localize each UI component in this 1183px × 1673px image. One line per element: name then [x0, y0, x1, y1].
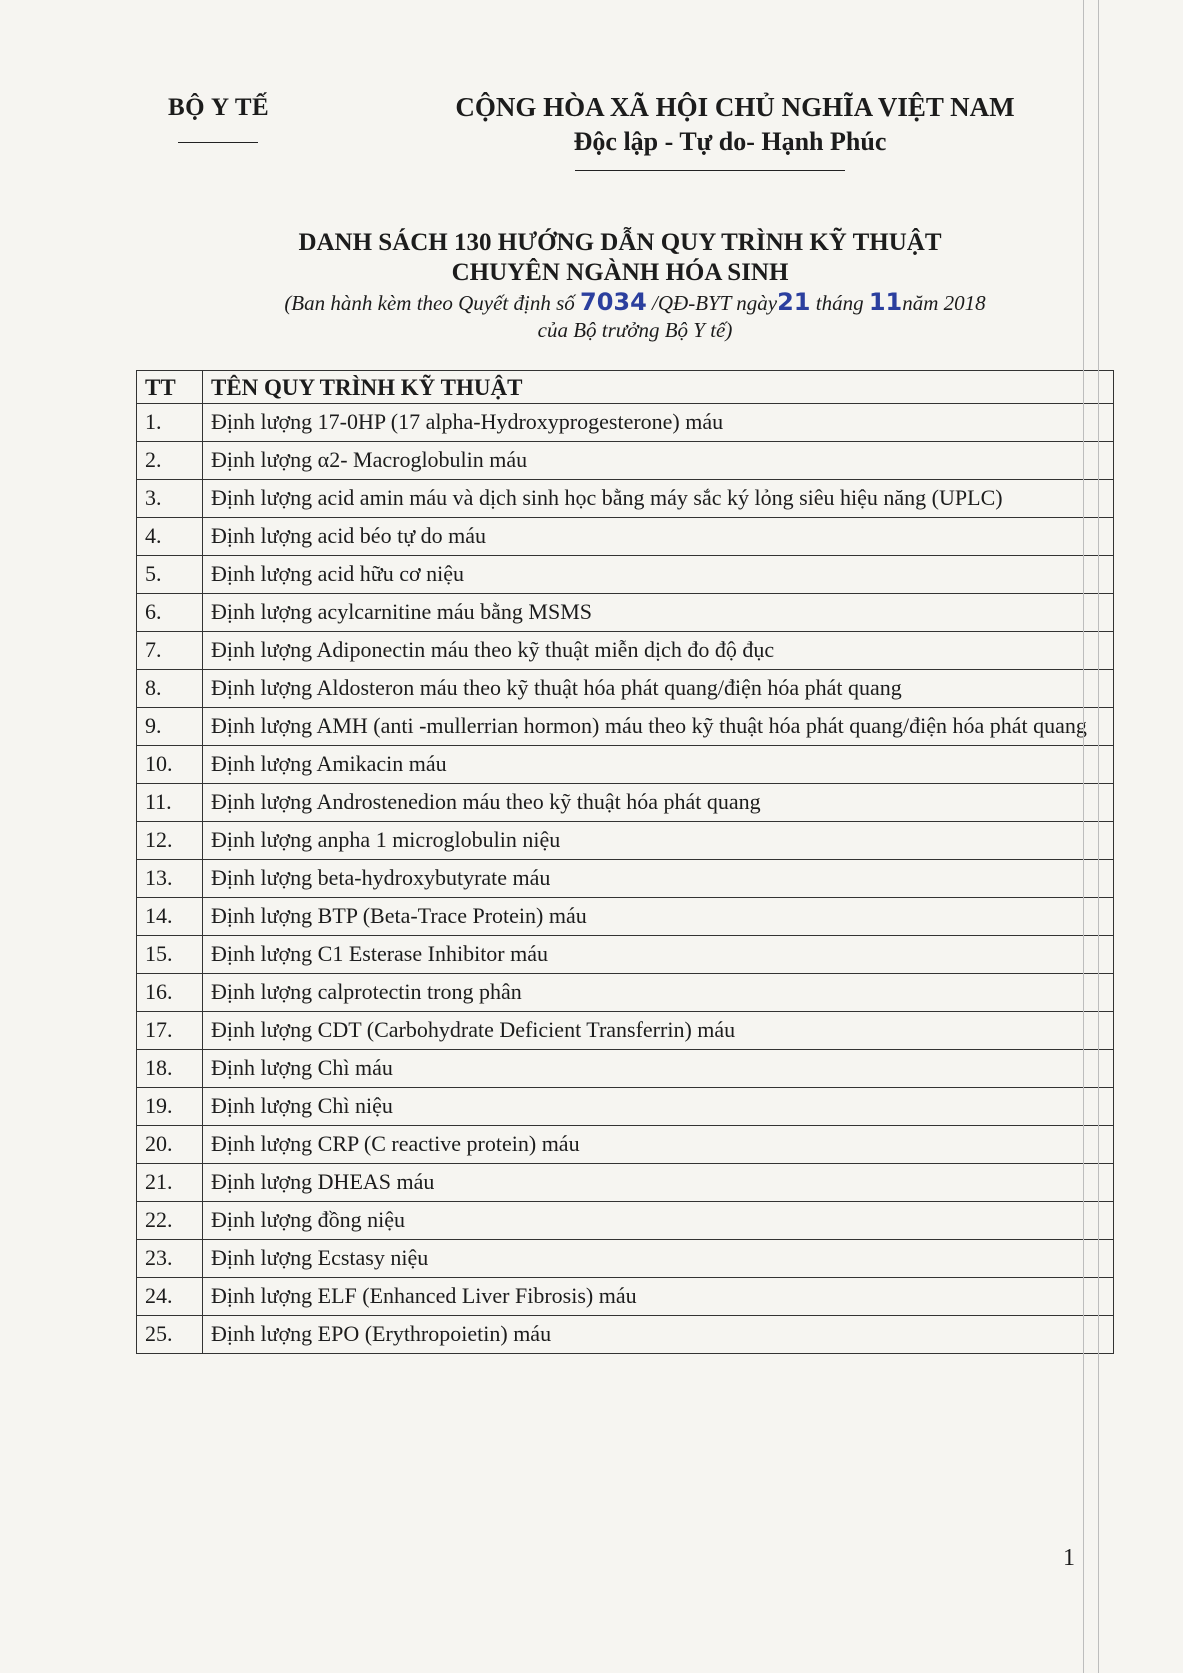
- page-number: 1: [1063, 1545, 1075, 1571]
- procedure-name: Định lượng đồng niệu: [203, 1202, 1114, 1240]
- table-row: [137, 594, 1114, 632]
- scan-margin-line: [1083, 0, 1084, 1673]
- title-line-1: DANH SÁCH 130 HƯỚNG DẪN QUY TRÌNH KỸ THUẬT: [298, 229, 942, 256]
- row-number: 22.: [137, 1202, 203, 1240]
- row-number: 11.: [137, 784, 203, 822]
- row-number: 4.: [137, 518, 203, 556]
- procedure-name: Định lượng CRP (C reactive protein) máu: [203, 1126, 1114, 1164]
- decision-mid: /QĐ-BYT ngày: [652, 291, 778, 315]
- procedure-name: Định lượng Androstenedion máu theo kỹ thuật hóa phát quang: [203, 784, 1114, 822]
- table-row: [137, 784, 1114, 822]
- row-number: 5.: [137, 556, 203, 594]
- scan-margin-line: [1098, 0, 1099, 1673]
- decision-day: 21: [777, 288, 811, 316]
- row-number: 7.: [137, 632, 203, 670]
- column-header-tt: TT: [137, 371, 203, 404]
- row-number: 14.: [137, 898, 203, 936]
- table-row: [137, 860, 1114, 898]
- table-row: [137, 1202, 1114, 1240]
- table-row: [137, 746, 1114, 784]
- procedure-name: Định lượng acid béo tự do máu: [203, 518, 1114, 556]
- motto-underline: [575, 170, 845, 171]
- table-row: [137, 708, 1114, 746]
- procedure-name: Định lượng α2- Macroglobulin máu: [203, 442, 1114, 480]
- row-number: 9.: [137, 708, 203, 746]
- table-row: [137, 1240, 1114, 1278]
- row-number: 20.: [137, 1126, 203, 1164]
- table-row: [137, 1164, 1114, 1202]
- procedure-name: Định lượng 17-0HP (17 alpha-Hydroxyprogesterone) máu: [203, 404, 1114, 442]
- row-number: 25.: [137, 1316, 203, 1354]
- table-row: [137, 1126, 1114, 1164]
- procedure-name: Định lượng Adiponectin máu theo kỹ thuật miễn dịch đo độ đục: [203, 632, 1114, 670]
- decision-prefix: (Ban hành kèm theo Quyết định số: [284, 291, 575, 315]
- decision-reference: [200, 288, 1070, 317]
- row-number: 17.: [137, 1012, 203, 1050]
- procedure-name: Định lượng Ecstasy niệu: [203, 1240, 1114, 1278]
- ministry-underline: [178, 142, 258, 143]
- row-number: 6.: [137, 594, 203, 632]
- table-row: [137, 822, 1114, 860]
- decision-month-label: tháng: [815, 291, 864, 315]
- row-number: 18.: [137, 1050, 203, 1088]
- republic-name: CỘNG HÒA XÃ HỘI CHỦ NGHĨA VIỆT NAM: [455, 92, 1015, 122]
- row-number: 15.: [137, 936, 203, 974]
- national-motto: Độc lập - Tự do- Hạnh Phúc: [573, 127, 887, 156]
- procedure-name: Định lượng AMH (anti -mullerrian hormon) máu theo kỹ thuật hóa phát quang/điện hóa phát quang: [203, 708, 1114, 746]
- table-row: [137, 1316, 1114, 1354]
- procedure-name: Định lượng CDT (Carbohydrate Deficient Transferrin) máu: [203, 1012, 1114, 1050]
- row-number: 21.: [137, 1164, 203, 1202]
- procedure-name: Định lượng BTP (Beta-Trace Protein) máu: [203, 898, 1114, 936]
- table-row: [137, 1088, 1114, 1126]
- table-row: [137, 518, 1114, 556]
- row-number: 3.: [137, 480, 203, 518]
- title-line-2: CHUYÊN NGÀNH HÓA SINH: [451, 259, 789, 286]
- procedure-name: Định lượng Amikacin máu: [203, 746, 1114, 784]
- decision-issuer: của Bộ trưởng Bộ Y tế): [537, 318, 733, 342]
- procedure-name: Định lượng acid hữu cơ niệu: [203, 556, 1114, 594]
- table-row: [137, 1050, 1114, 1088]
- table-row: [137, 1012, 1114, 1050]
- procedure-name: Định lượng C1 Esterase Inhibitor máu: [203, 936, 1114, 974]
- table-row: [137, 974, 1114, 1012]
- column-header-name: TÊN QUY TRÌNH KỸ THUẬT: [203, 371, 1114, 404]
- table-row: [137, 404, 1114, 442]
- row-number: 24.: [137, 1278, 203, 1316]
- row-number: 2.: [137, 442, 203, 480]
- procedure-name: Định lượng DHEAS máu: [203, 1164, 1114, 1202]
- row-number: 1.: [137, 404, 203, 442]
- procedure-name: Định lượng calprotectin trong phân: [203, 974, 1114, 1012]
- ministry-name: BỘ Y TẾ: [168, 94, 270, 121]
- table-header-row: [137, 371, 1114, 404]
- row-number: 19.: [137, 1088, 203, 1126]
- procedure-name: Định lượng EPO (Erythropoietin) máu: [203, 1316, 1114, 1354]
- row-number: 10.: [137, 746, 203, 784]
- procedure-name: Định lượng Chì niệu: [203, 1088, 1114, 1126]
- procedure-name: Định lượng ELF (Enhanced Liver Fibrosis) máu: [203, 1278, 1114, 1316]
- procedure-name: Định lượng acid amin máu và dịch sinh học bằng máy sắc ký lỏng siêu hiệu năng (UPLC): [203, 480, 1114, 518]
- row-number: 8.: [137, 670, 203, 708]
- document-title: [180, 228, 1060, 288]
- table-row: [137, 1278, 1114, 1316]
- procedure-name: Định lượng acylcarnitine máu bằng MSMS: [203, 594, 1114, 632]
- row-number: 16.: [137, 974, 203, 1012]
- procedure-name: Định lượng Aldosteron máu theo kỹ thuật hóa phát quang/điện hóa phát quang: [203, 670, 1114, 708]
- row-number: 13.: [137, 860, 203, 898]
- table-row: [137, 480, 1114, 518]
- row-number: 12.: [137, 822, 203, 860]
- table-row: [137, 670, 1114, 708]
- decision-year: năm 2018: [902, 291, 986, 315]
- procedure-name: Định lượng beta-hydroxybutyrate máu: [203, 860, 1114, 898]
- table-row: [137, 442, 1114, 480]
- procedure-name: Định lượng anpha 1 microglobulin niệu: [203, 822, 1114, 860]
- decision-month: 11: [868, 288, 903, 316]
- table-row: [137, 898, 1114, 936]
- procedure-name: Định lượng Chì máu: [203, 1050, 1114, 1088]
- row-number: 23.: [137, 1240, 203, 1278]
- table-row: [137, 936, 1114, 974]
- table-row: [137, 556, 1114, 594]
- decision-number: 7034: [580, 288, 647, 316]
- procedure-table: [136, 370, 1114, 1354]
- table-row: [137, 632, 1114, 670]
